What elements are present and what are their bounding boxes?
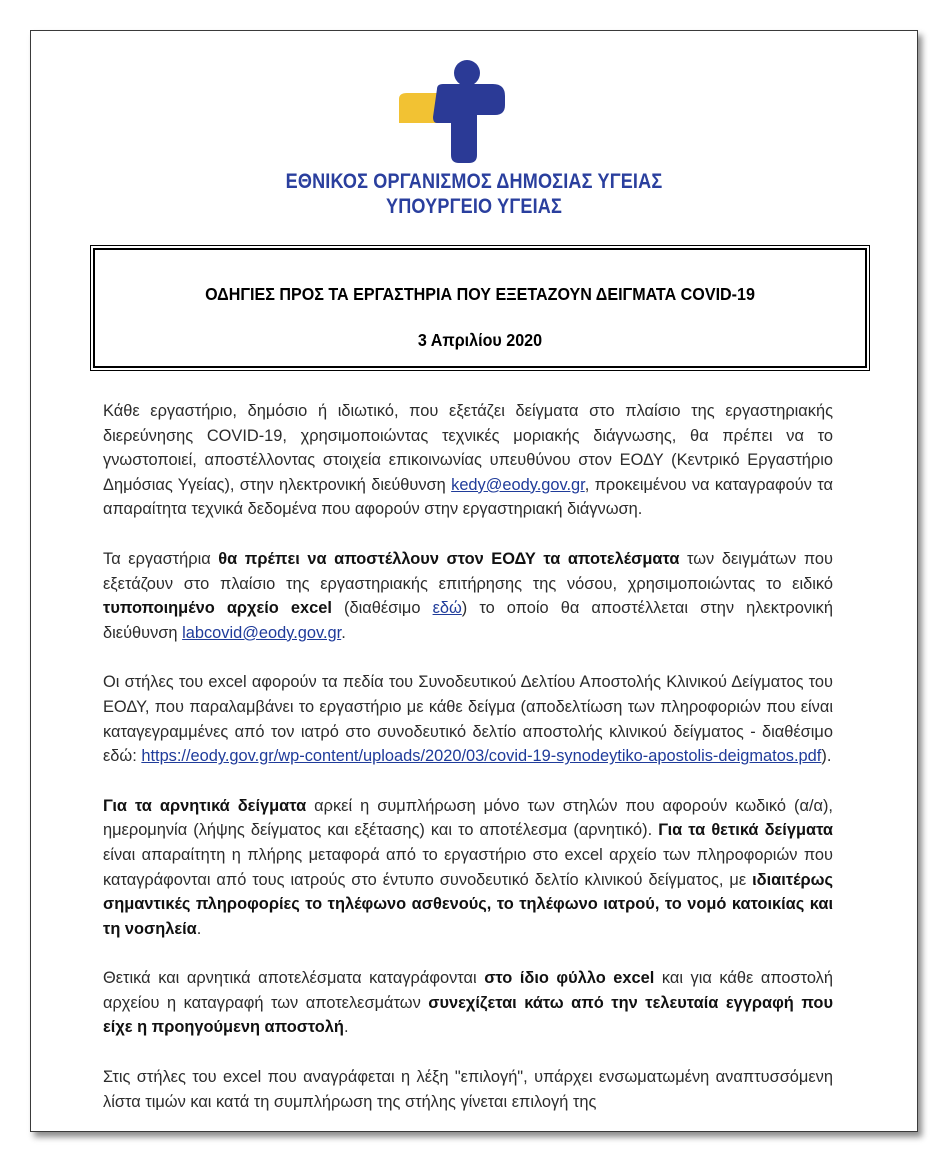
p3-text-a: Οι στήλες του excel αφορούν τα πεδία του Συνοδευτικού Δελτίου Αποστολής Κλινικού Δείγματος του ΕΟΔΥ, που παραλαμβάνει το εργαστήριο με κάθε δείγμα (αποδελτίωση των πληροφοριών που είναι καταγεγραμμένες από τον ιατρό στο συνοδευτικό δελτίο αποστολής κλινικού δείγματος - διαθέσιμο εδώ:	[103, 673, 833, 766]
p5-bold-b: στο ίδιο φύλλο excel	[484, 969, 655, 988]
paragraph-5	[103, 966, 833, 1040]
p5-text-a: Θετικά και αρνητικά αποτελέσματα καταγράφονται	[103, 969, 485, 988]
p1-text-a: Κάθε εργαστήριο, δημόσιο ή ιδιωτικό, που εξετάζει δείγματα στο πλαίσιο της εργαστηριακής διερεύνησης COVID-19, χρησιμοποιώντας τεχνικές μοριακής διάγνωσης, θα πρέπει να το γνωστοποιεί, αποστέλλοντας στοιχεία επικοινωνίας υπευθύνου στον ΕΟΔΥ (Κεντρικό Εργαστήριο Δημόσιας Υγείας), στην ηλεκτρονική διεύθυνση	[103, 402, 833, 494]
paragraph-1	[103, 399, 833, 522]
p2-text-e: (διαθέσιμο	[331, 599, 433, 618]
p3-text-b: ).	[821, 747, 832, 766]
eody-logo-icon	[397, 59, 507, 165]
p2-bold-d: τυποποιημένο αρχείο excel	[103, 599, 332, 618]
p2-text-f: ) το οποίο θα αποστέλλεται στην ηλεκτρονική διεύθυνση	[103, 599, 833, 642]
p4-text-b: αρκεί η συμπλήρωση μόνο των στηλών που αφορούν κωδικό (α/α), ημερομηνία (λήψης δείγματος και εξέτασης) και το αποτέλεσμα (αρνητικό).	[103, 796, 833, 840]
org-name: ΕΘΝΙΚΟΣ ΟΡΓΑΝΙΣΜΟΣ ΔΗΜΟΣΙΑΣ ΥΓΕΙΑΣ	[285, 170, 663, 193]
document-date: 3 Απριλίου 2020	[417, 330, 543, 350]
paragraph-2	[103, 547, 833, 645]
p5-text-c: και για κάθε αποστολή αρχείου η καταγραφή των αποτελεσμάτων	[103, 969, 833, 1012]
document-title: ΟΔΗΓΙΕΣ ΠΡΟΣ ΤΑ ΕΡΓΑΣΤΗΡΙΑ ΠΟΥ ΕΞΕΤΑΖΟΥΝ ΔΕΙΓΜΑΤΑ COVID-19	[205, 284, 755, 304]
email-link-kedy[interactable]: kedy@eody.gov.gr	[451, 475, 585, 494]
link-here[interactable]: εδώ	[432, 599, 462, 618]
p4-text-d: είναι απαραίτητη η πλήρης μεταφορά από το εργαστήριο στο excel αρχείο των πληροφοριών που καταγράφονται από τους ιατρούς στο έντυπο συνοδευτικό δελτίο κλινικού δείγματος, με	[103, 845, 833, 889]
p5-text-e: .	[343, 1018, 349, 1037]
ministry-name: ΥΠΟΥΡΓΕΙΟ ΥΓΕΙΑΣ	[385, 195, 562, 218]
p4-bold-a: Για τα αρνητικά δείγματα	[103, 796, 307, 815]
p5-bold-d: συνεχίζεται κάτω από την τελευταία εγγραφή που είχε η προηγούμενη αποστολή	[103, 993, 833, 1037]
p4-bold-c: Για τα θετικά δείγματα	[658, 821, 834, 840]
p2-text-a: Τα εργαστήρια	[103, 549, 219, 568]
paragraph-3	[103, 670, 833, 768]
p2-text-g: .	[341, 623, 346, 642]
p2-text-c: των δειγμάτων που εξετάζουν στο πλαίσιο της εργαστηριακής επιτήρησης της νόσου, χρησιμοποιώντας το ειδικό	[103, 549, 833, 593]
paragraph-4	[103, 794, 833, 942]
p4-text-f: .	[196, 919, 202, 938]
document-body	[103, 399, 833, 1132]
p6-text: Στις στήλες του excel που αναγράφεται η λέξη "επιλογή", υπάρχει ενσωματωμένη αναπτυσσόμενη λίστα τιμών και κατά τη συμπλήρωση της στήλης γίνεται επιλογή της	[103, 1068, 833, 1111]
email-link-labcovid[interactable]: labcovid@eody.gov.gr	[182, 623, 342, 642]
p1-text-b: , προκειμένου να καταγραφούν τα απαραίτητα τεχνικά δεδομένα που αφορούν στην εργαστηριακή διάγνωση.	[103, 475, 833, 519]
p4-bold-e: ιδιαιτέρως σημαντικές πληροφορίες το τηλέφωνο ασθενούς, το τηλέφωνο ιατρού, το νομό κατοικίας και τη νοσηλεία	[103, 870, 833, 938]
p2-bold-b: θα πρέπει να αποστέλλουν στον ΕΟΔΥ τα αποτελέσματα	[218, 549, 680, 568]
url-link-delt[interactable]: https://eody.gov.gr/wp-content/uploads/2020/03/covid-19-synodeytiko-apostolis-deigmatos.pdf	[141, 747, 822, 766]
paragraph-6	[103, 1065, 833, 1114]
title-box	[93, 248, 867, 368]
document-page	[30, 30, 918, 1132]
